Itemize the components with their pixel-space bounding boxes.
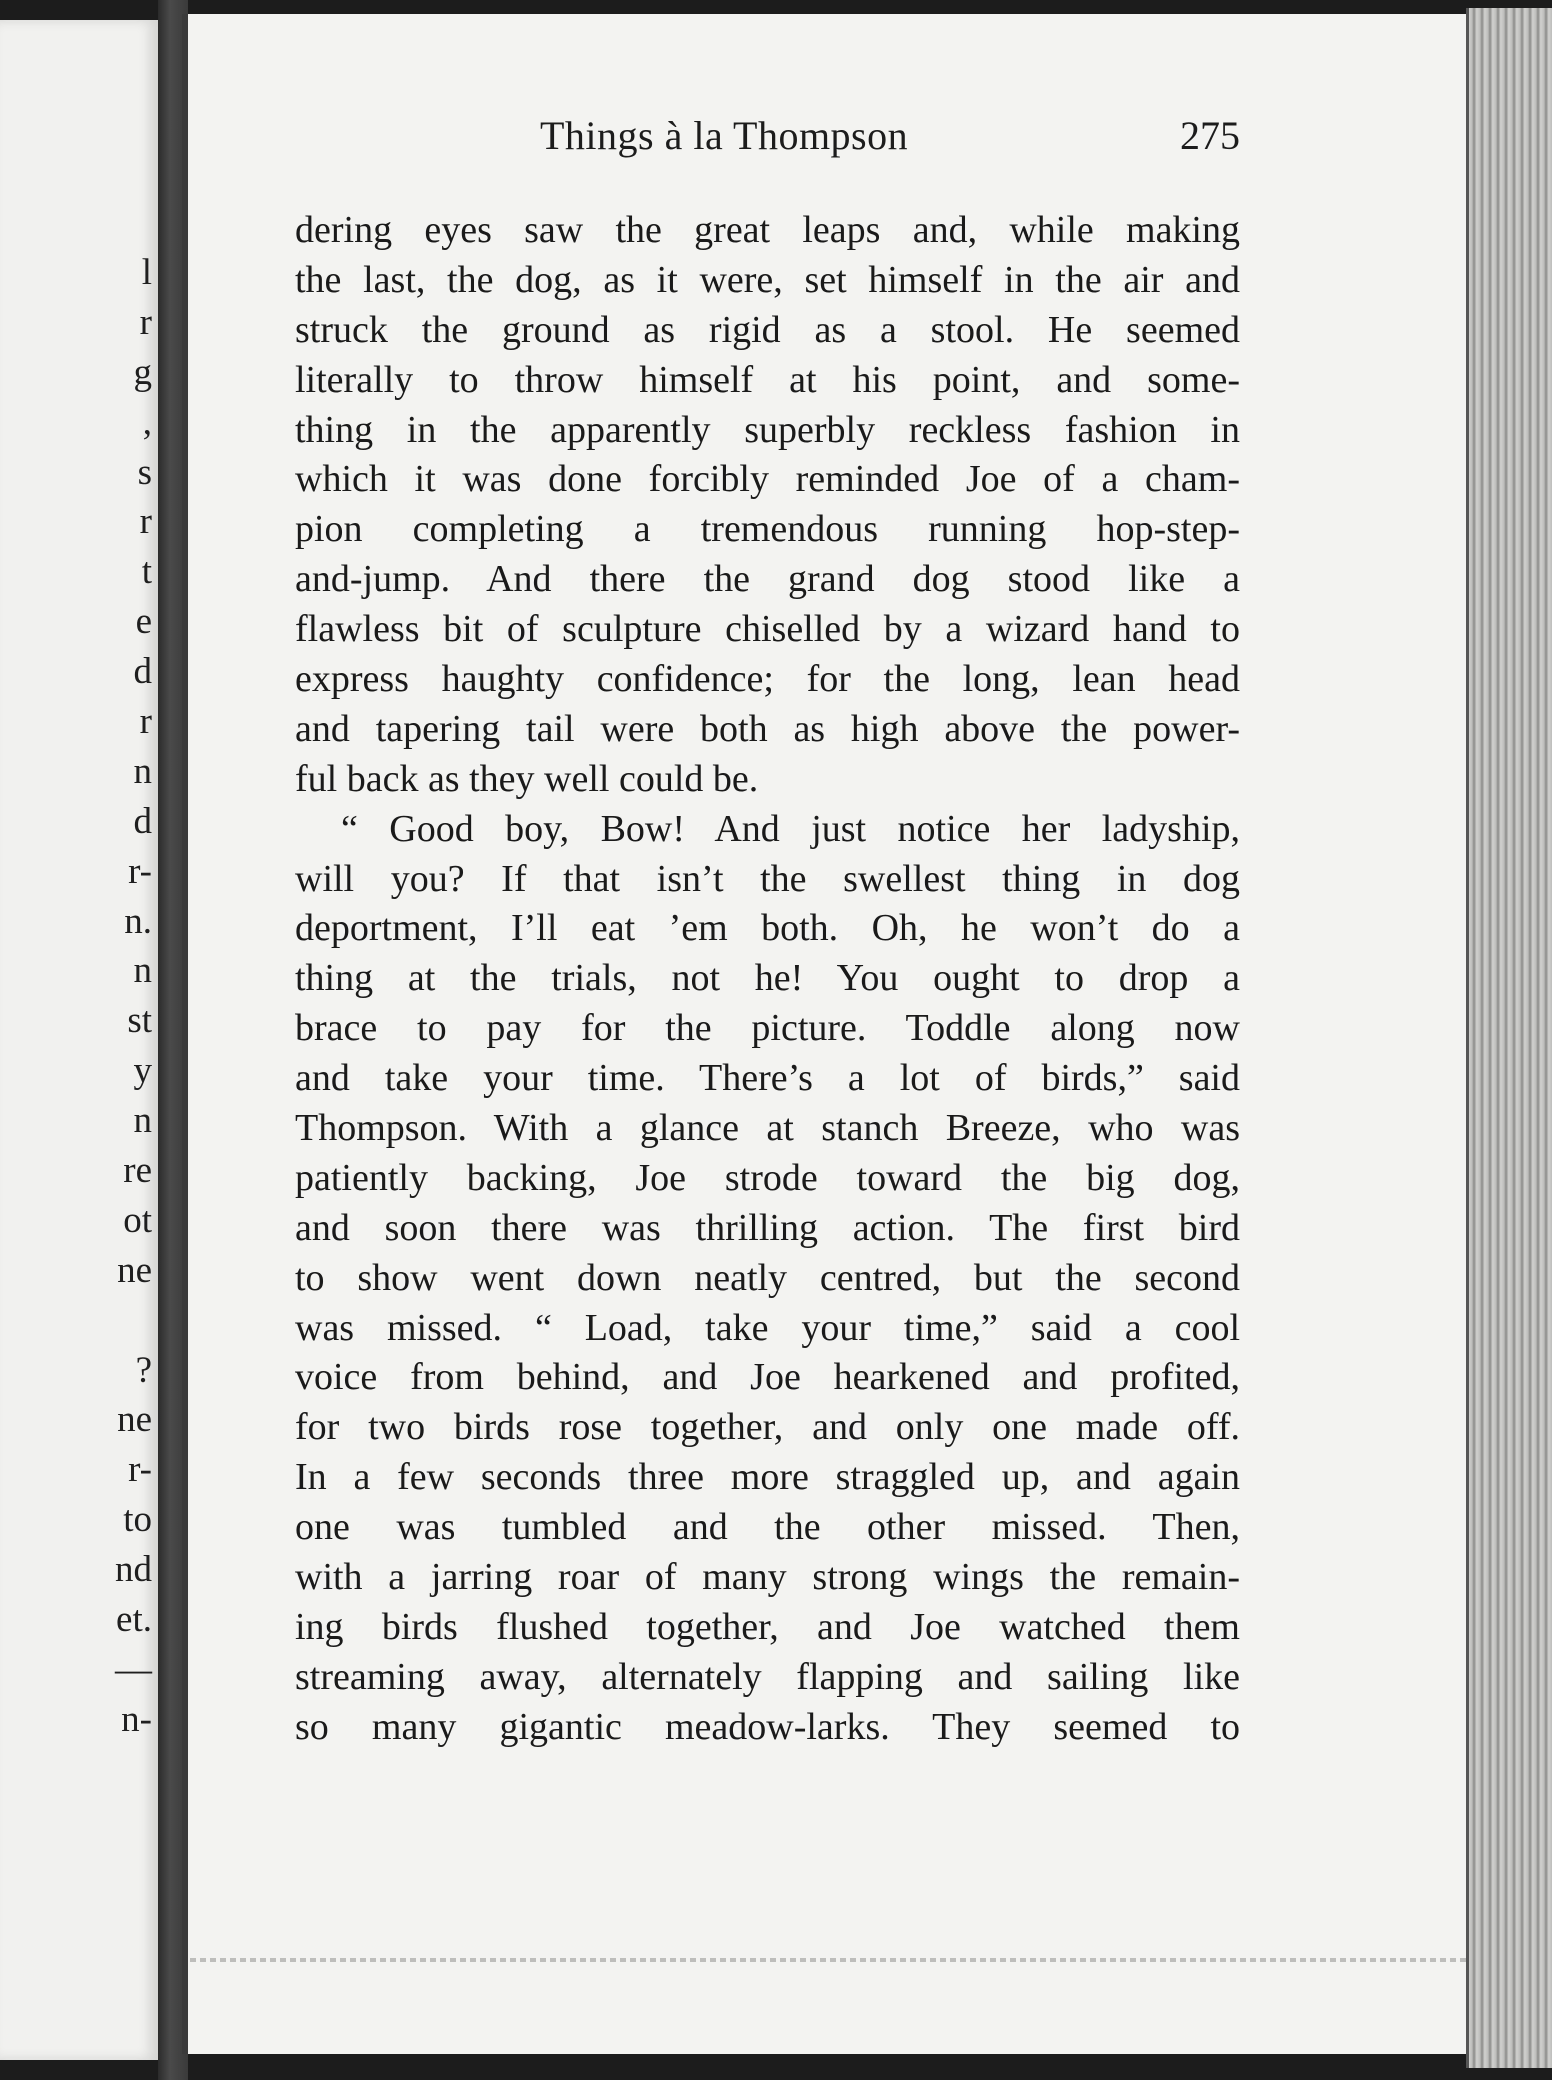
- fragment-line: r-: [128, 850, 152, 892]
- fragment-line: n: [133, 950, 152, 992]
- text-line: and-jump. And there the grand dog stood like a: [295, 558, 1240, 601]
- text-line: dering eyes saw the great leaps and, while making: [295, 209, 1240, 251]
- text-line: one was tumbled and the other missed. Then,: [295, 1506, 1240, 1549]
- page-bottom-edge: [190, 1958, 1466, 1962]
- text-line: pion completing a tremendous running hop-step-: [295, 508, 1240, 551]
- fragment-line: n: [133, 1100, 152, 1142]
- fragment-line: et.: [116, 1599, 152, 1641]
- fragment-line: n.: [124, 900, 152, 942]
- fragment-line: r-: [128, 1449, 152, 1491]
- fragment-line: re: [123, 1150, 152, 1192]
- page-stack-edges: [1466, 8, 1552, 2068]
- fragment-line: s: [137, 451, 152, 493]
- fragment-line: g: [133, 351, 152, 393]
- fragment-line: d: [133, 651, 152, 693]
- text-line: will you? If that isn’t the swellest thing in dog: [295, 857, 1240, 900]
- text-line: thing in the apparently superbly reckless fashion in: [295, 408, 1240, 451]
- fragment-line: st: [127, 1000, 152, 1042]
- text-line: thing at the trials, not he! You ought to drop a: [295, 957, 1240, 1000]
- body-text: [295, 206, 1240, 1753]
- fragment-line: n: [133, 750, 152, 792]
- text-line: with a jarring roar of many strong wings the remain-: [295, 1556, 1240, 1599]
- text-line: flawless bit of sculpture chiselled by a wizard hand to: [295, 608, 1240, 651]
- fragment-line: —: [115, 1648, 152, 1690]
- fragment-line: ne: [117, 1249, 152, 1291]
- fragment-line: to: [123, 1499, 152, 1541]
- text-line: ing birds flushed together, and Joe watched them: [295, 1605, 1240, 1648]
- previous-page-text-fragments: [92, 248, 152, 1745]
- text-line: the last, the dog, as it were, set himself in the air and: [295, 258, 1240, 301]
- text-line: In a few seconds three more straggled up, and again: [295, 1456, 1240, 1499]
- text-line: express haughty confidence; for the long, lean head: [295, 658, 1240, 701]
- text-line: brace to pay for the picture. Toddle along now: [295, 1007, 1240, 1050]
- fragment-line: r: [139, 701, 152, 743]
- text-line: and tapering tail were both as high above the power-: [295, 707, 1240, 750]
- fragment-line: ot: [123, 1199, 152, 1241]
- text-line: struck the ground as rigid as a stool. He seemed: [295, 308, 1240, 351]
- text-line: literally to throw himself at his point, and some-: [295, 358, 1240, 401]
- fragment-line: ?: [135, 1349, 152, 1391]
- previous-page-edge: [0, 20, 158, 2060]
- running-head: [540, 112, 1240, 164]
- text-line: voice from behind, and Joe hearkened and profited,: [295, 1356, 1240, 1399]
- fragment-line: [92, 1296, 152, 1346]
- fragment-line: r: [139, 301, 152, 343]
- running-head-title: Things à la Thompson: [540, 113, 909, 158]
- fragment-line: l: [141, 252, 152, 293]
- text-line: and soon there was thrilling action. The first bird: [295, 1206, 1240, 1249]
- text-line: which it was done forcibly reminded Joe of a cham-: [295, 458, 1240, 501]
- text-line: Thompson. With a glance at stanch Breeze, who was: [295, 1107, 1240, 1150]
- fragment-line: d: [133, 800, 152, 842]
- text-line: streaming away, alternately flapping and sailing like: [295, 1655, 1240, 1698]
- text-line: deportment, I’ll eat ’em both. Oh, he won’t do a: [295, 907, 1240, 950]
- fragment-line: e: [135, 601, 152, 643]
- fragment-line: nd: [115, 1549, 152, 1591]
- text-line: “ Good boy, Bow! And just notice her ladyship,: [341, 807, 1240, 850]
- fragment-line: t: [141, 551, 152, 593]
- fragment-line: r: [139, 501, 152, 543]
- text-line: so many gigantic meadow-larks. They seemed to: [295, 1705, 1240, 1748]
- text-line: ful back as they well could be.: [295, 757, 759, 800]
- page-number: 275: [1180, 113, 1240, 158]
- text-line: to show went down neatly centred, but the second: [295, 1256, 1240, 1299]
- fragment-line: ne: [117, 1399, 152, 1441]
- text-line: patiently backing, Joe strode toward the big dog,: [295, 1156, 1240, 1199]
- text-line: and take your time. There’s a lot of birds,” said: [295, 1057, 1240, 1100]
- fragment-line: y: [133, 1050, 152, 1092]
- fragment-line: ,: [142, 401, 152, 443]
- fragment-line: n-: [121, 1698, 152, 1740]
- text-line: for two birds rose together, and only one made off.: [295, 1406, 1240, 1449]
- text-line: was missed. “ Load, take your time,” said a cool: [295, 1306, 1240, 1349]
